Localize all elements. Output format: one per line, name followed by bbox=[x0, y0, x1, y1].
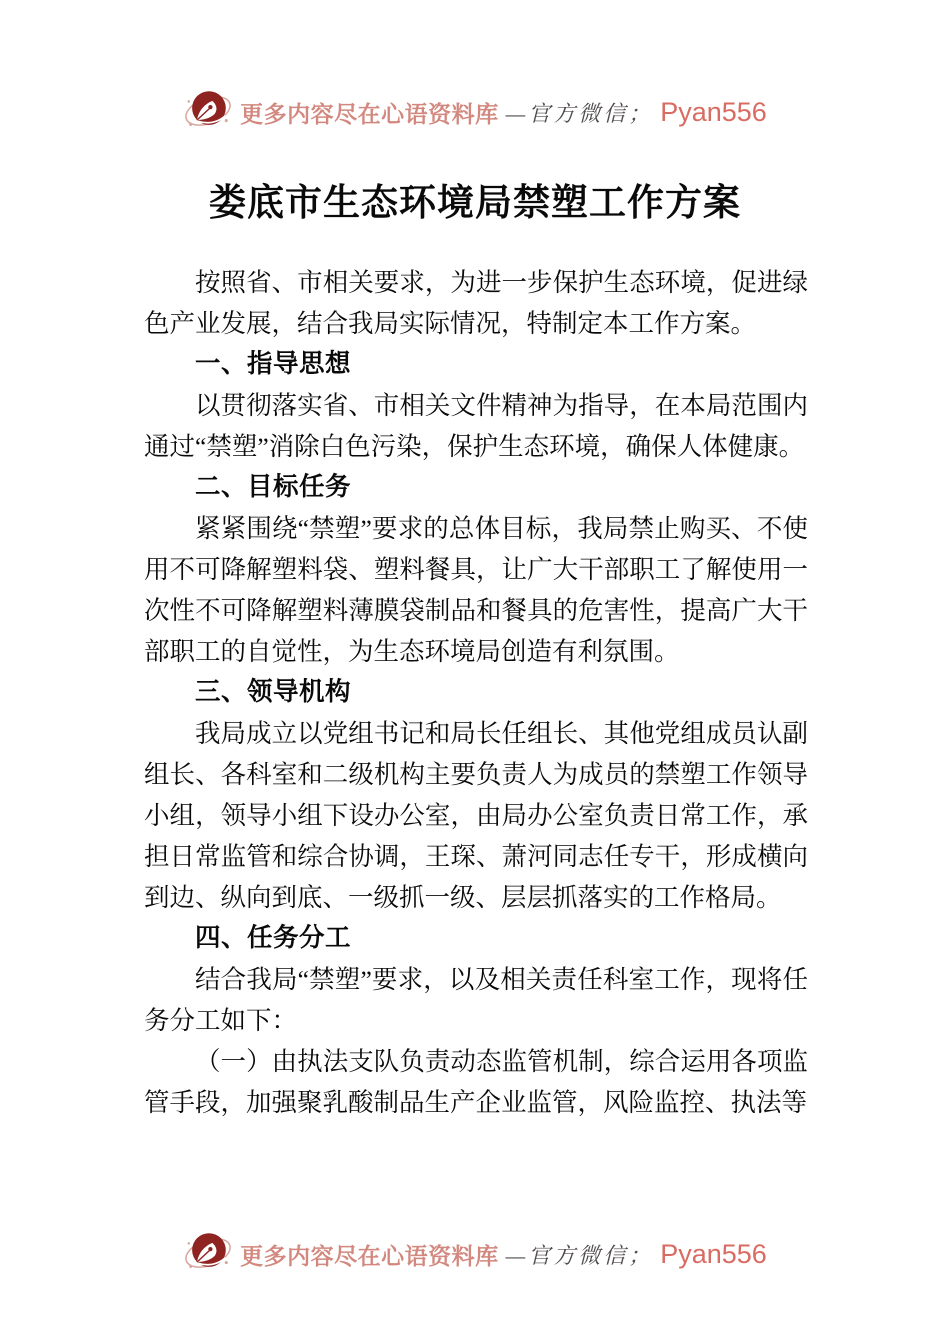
document-title: 娄底市生态环境局禁塑工作方案 bbox=[209, 183, 741, 224]
intro-paragraph: 按照省、市相关要求，为进一步保护生态环境，促进绿色产业发展，结合我局实际情况，特制定本工作方案。 bbox=[144, 268, 808, 338]
section-heading-4: 四、任务分工 bbox=[195, 924, 352, 952]
section-4-intro-paragraph: 结合我局“禁塑”要求，以及相关责任科室工作，现将任务分工如下： bbox=[144, 965, 808, 1035]
section-heading-3: 三、领导机构 bbox=[195, 678, 352, 706]
watermark-dash: — bbox=[505, 1242, 529, 1268]
watermark-brand-text: 更多内容尽在心语资料库 bbox=[240, 1243, 499, 1269]
section-1-paragraph: 以贯彻落实省、市相关文件精神为指导，在本局范围内通过“禁塑”消除白色污染，保护生态环境，确保人体健康。 bbox=[144, 391, 808, 461]
document-body bbox=[144, 262, 808, 1123]
pen-logo-icon bbox=[183, 85, 233, 140]
watermark-wechat-label bbox=[506, 1239, 654, 1270]
watermark-dash: — bbox=[505, 100, 529, 126]
pen-logo-icon bbox=[183, 1227, 233, 1282]
footer-watermark bbox=[0, 1228, 950, 1280]
header-watermark bbox=[0, 86, 950, 138]
section-3-paragraph: 我局成立以党组书记和局长任组长、其他党组成员认副组长、各科室和二级机构主要负责人为成员的禁塑工作领导小组，领导小组下设办公室，由局办公室负责日常工作，承担日常监管和综合协调，王琛、萧河同志任专干，形成横向到边、纵向到底、一级抓一级、层层抓落实的工作格局。 bbox=[144, 719, 808, 912]
section-4-item-1-paragraph: （一）由执法支队负责动态监管机制，综合运用各项监管手段，加强聚乳酸制品生产企业监管，风险监控、执法等 bbox=[144, 1047, 808, 1117]
watermark-wechat-id: Pyan556 bbox=[660, 96, 767, 127]
section-heading-1: 一、指导思想 bbox=[195, 350, 352, 378]
watermark-wechat-label-text: 官方微信； bbox=[528, 100, 654, 126]
watermark-wechat-label bbox=[506, 97, 654, 128]
section-2-paragraph: 紧紧围绕“禁塑”要求的总体目标，我局禁止购买、不使用不可降解塑料袋、塑料餐具，让广大干部职工了解使用一次性不可降解塑料薄膜袋制品和餐具的危害性，提高广大干部职工的自觉性，为生态环境局创造有利氛围。 bbox=[144, 514, 808, 666]
watermark-wechat-label-text: 官方微信； bbox=[528, 1242, 654, 1268]
section-heading-2: 二、目标任务 bbox=[195, 473, 352, 501]
watermark-wechat-id: Pyan556 bbox=[660, 1238, 767, 1269]
watermark-brand-text: 更多内容尽在心语资料库 bbox=[240, 101, 499, 127]
